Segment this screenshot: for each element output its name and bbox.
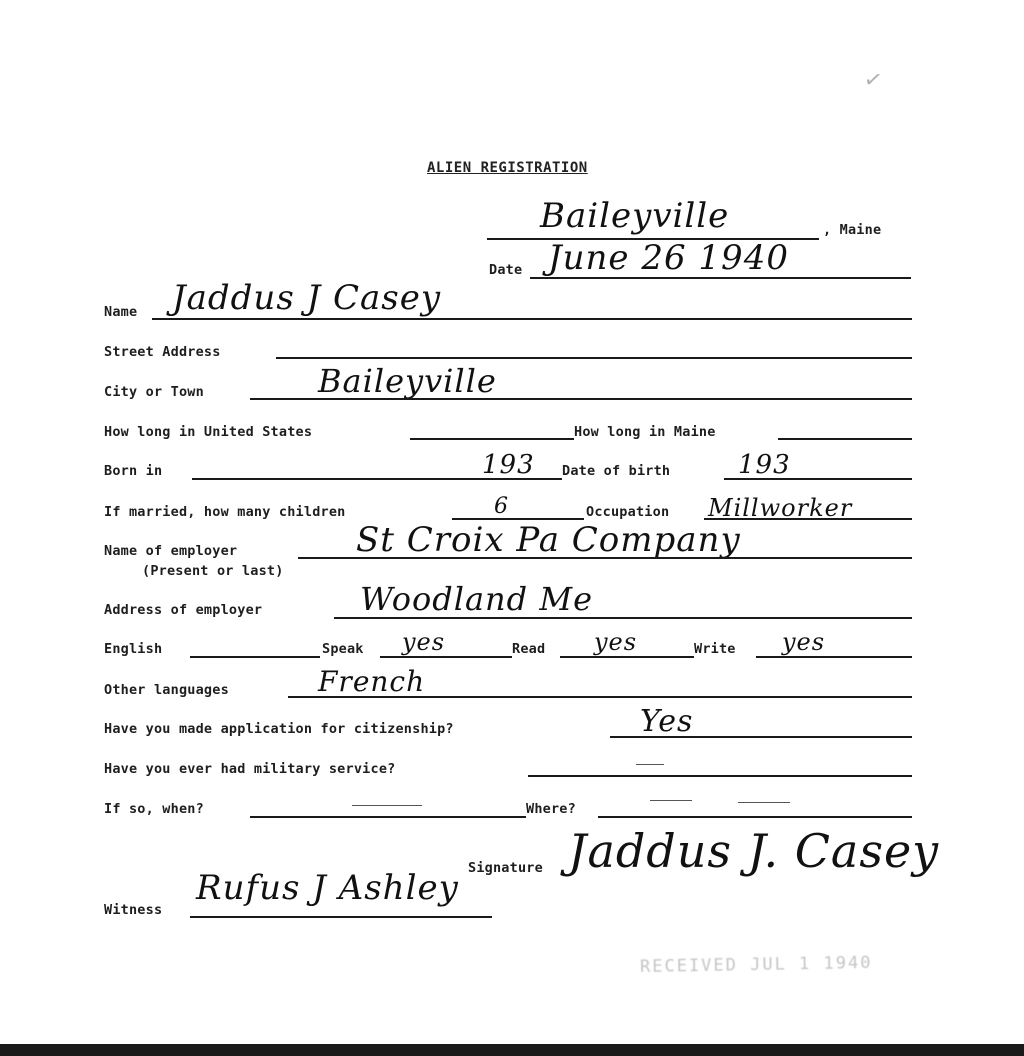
write-line — [756, 656, 912, 658]
military-line — [528, 775, 912, 777]
witness-label: Witness — [104, 902, 163, 918]
city-line — [250, 398, 912, 400]
other-languages-value: French — [318, 665, 426, 698]
city-label: City or Town — [104, 384, 204, 400]
where-line — [598, 816, 912, 818]
employer-address-line — [334, 617, 912, 619]
english-label: English — [104, 641, 163, 657]
name-label: Name — [104, 304, 138, 320]
received-stamp: RECEIVED JUL 1 1940 — [639, 952, 873, 978]
city-value: Baileyville — [318, 362, 497, 400]
employer-value: St Croix Pa Company — [356, 520, 741, 560]
read-line — [560, 656, 694, 658]
town-header-value: Baileyville — [540, 196, 730, 236]
employer-label: Name of employer — [104, 543, 238, 559]
employer-note: (Present or last) — [142, 563, 284, 579]
employer-address-label: Address of employer — [104, 602, 263, 618]
military-dash — [636, 764, 664, 765]
read-label: Read — [512, 641, 546, 657]
occupation-label: Occupation — [586, 504, 670, 520]
signature-label: Signature — [468, 860, 543, 876]
date-label: Date — [489, 262, 523, 278]
date-of-birth-line — [724, 478, 912, 480]
if-so-when-line — [250, 816, 526, 818]
born-in-value: 193 — [482, 450, 535, 480]
how-long-us-label: How long in United States — [104, 424, 313, 440]
date-of-birth-value: 193 — [738, 450, 791, 480]
write-label: Write — [694, 641, 736, 657]
citizenship-label: Have you made application for citizenship? — [104, 721, 454, 737]
born-in-line — [192, 478, 562, 480]
when-dash — [352, 805, 422, 806]
scan-edge-band — [0, 1044, 1024, 1056]
where-label: Where? — [526, 801, 576, 817]
read-value: yes — [594, 628, 638, 656]
occupation-value: Millworker — [708, 494, 853, 522]
state-label: , Maine — [823, 222, 882, 238]
date-of-birth-label: Date of birth — [562, 463, 671, 479]
employer-line — [298, 557, 912, 559]
citizenship-value: Yes — [640, 704, 694, 739]
how-long-maine-label: How long in Maine — [574, 424, 716, 440]
other-languages-label: Other languages — [104, 682, 229, 698]
date-value: June 26 1940 — [548, 238, 789, 278]
where-dash-1 — [650, 800, 692, 801]
military-label: Have you ever had military service? — [104, 761, 396, 777]
witness-line — [190, 916, 492, 918]
citizenship-line — [610, 736, 912, 738]
form-title: ALIEN REGISTRATION — [427, 160, 588, 176]
born-in-label: Born in — [104, 463, 163, 479]
street-address-line — [276, 357, 912, 359]
if-so-when-label: If so, when? — [104, 801, 204, 817]
witness-value: Rufus J Ashley — [196, 868, 459, 908]
date-line — [530, 277, 911, 279]
write-value: yes — [782, 628, 826, 656]
where-dash-2 — [738, 802, 790, 803]
children-value: 6 — [494, 494, 509, 519]
name-line — [152, 318, 912, 320]
how-long-maine-line — [778, 438, 912, 440]
how-long-us-line — [410, 438, 574, 440]
speak-label: Speak — [322, 641, 364, 657]
check-mark-icon: ✓ — [861, 66, 885, 95]
speak-value: yes — [402, 628, 446, 656]
other-languages-line — [288, 696, 912, 698]
name-value: Jaddus J Casey — [172, 278, 442, 318]
street-address-label: Street Address — [104, 344, 221, 360]
speak-line — [380, 656, 512, 658]
signature-value: Jaddus J. Casey — [568, 824, 940, 878]
employer-address-value: Woodland Me — [360, 580, 594, 618]
english-line — [190, 656, 320, 658]
children-label: If married, how many children — [104, 504, 346, 520]
